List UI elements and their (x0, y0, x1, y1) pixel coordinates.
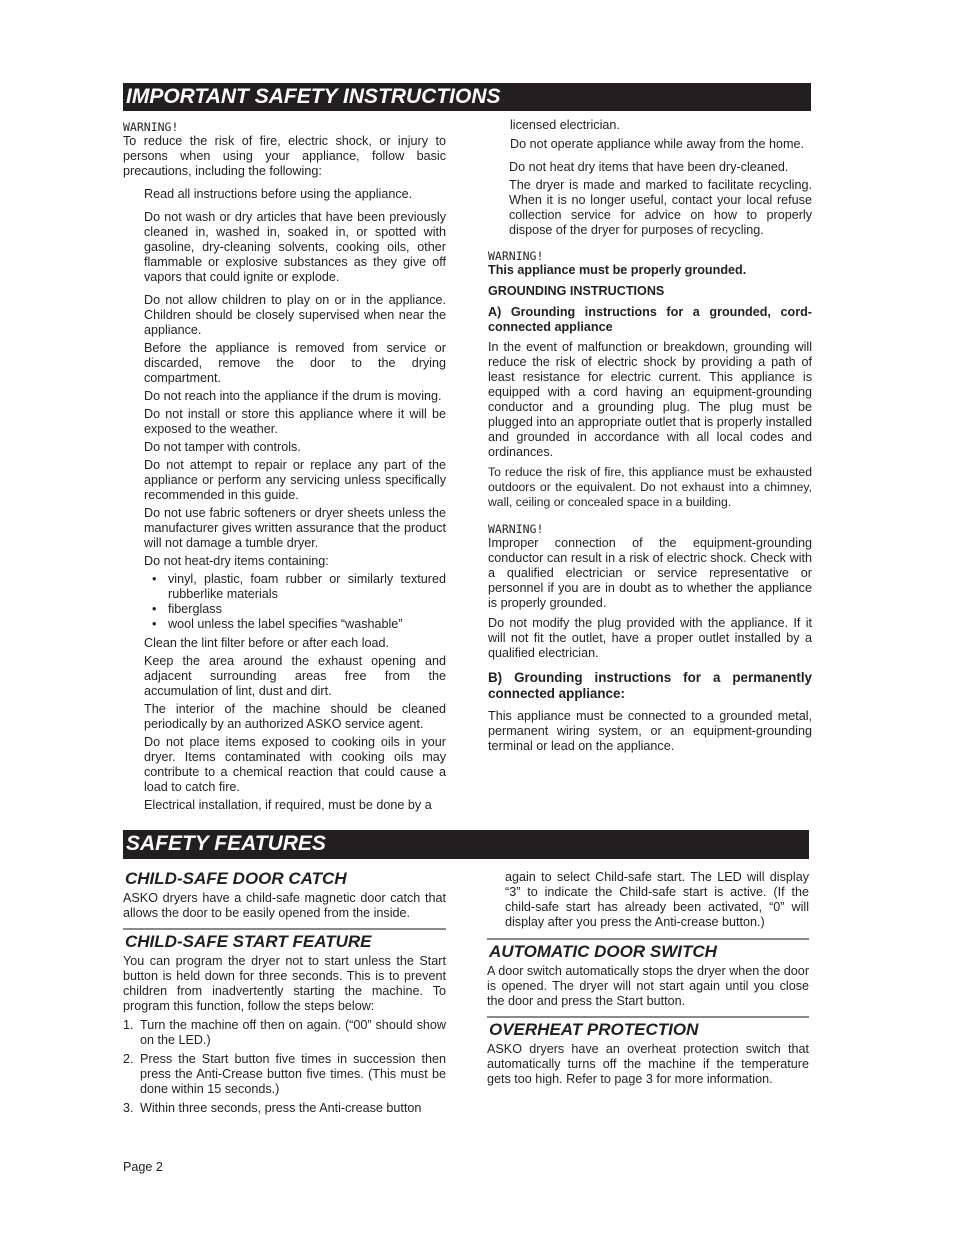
section-divider (123, 928, 446, 930)
door-switch-heading: AUTOMATIC DOOR SWITCH (489, 942, 717, 961)
step-item (123, 1101, 446, 1116)
bullet-item: • wool unless the label specifies “washable” (144, 617, 446, 632)
step-text: Press the Start button five times in succession then press the Anti-Crease button five times. (This must be done within 15 seconds.) (140, 1052, 446, 1096)
door-catch-text: ASKO dryers have a child-safe magnetic door catch that allows the door to be easily opened from the inside. (123, 891, 446, 920)
warning-label: WARNING! (488, 249, 544, 263)
instruction-item: Keep the area around the exhaust opening and adjacent surrounding areas free from the accumulation of lint, dust and dirt. (144, 654, 446, 698)
instruction-item: Do not place items exposed to cooking oils in your dryer. Items contaminated with cooking oils may contribute to a chemical reaction that could cause a load to catch fire. (144, 735, 446, 794)
instruction-item: Do not install or store this appliance where it will be exposed to the weather. (144, 407, 446, 436)
improper-connection-text: Improper connection of the equipment-grounding conductor can result in a risk of electric shock. Check with a qualified electrician or service representative or personnel if you are in doubt as to whether the appliance is properly grounded. (488, 536, 812, 610)
section-title: SAFETY FEATURES (126, 832, 326, 855)
intro-text: To reduce the risk of fire, electric shock, or injury to persons when using your appliance, follow basic precautions, including the following: (123, 134, 446, 178)
section-banner-safety-features (123, 830, 809, 859)
instruction-item: licensed electrician. (510, 118, 620, 132)
right-column-features (487, 870, 809, 1087)
step-number: 2. (123, 1052, 134, 1066)
section-divider (487, 938, 809, 940)
instruction-item: Do not heat-dry items containing: (144, 554, 329, 568)
bullet-item: • vinyl, plastic, foam rubber or similarly textured rubberlike materials (144, 572, 446, 602)
step-item (123, 1018, 446, 1048)
section-banner-safety-instructions (123, 83, 811, 111)
start-feature-steps (123, 1018, 446, 1116)
grounding-a-heading: A) Grounding instructions for a grounded, cord-connected appliance (488, 305, 812, 334)
grounding-b-text: This appliance must be connected to a grounded metal, permanent wiring system, or an equipment-grounding terminal or lead on the appliance. (488, 709, 812, 753)
warning-label: WARNING! (123, 120, 179, 134)
instruction-item: The dryer is made and marked to facilitate recycling. When it is no longer useful, contact your local refuse collection service for advice on how to properly dispose of the dryer for purposes of recycling. (509, 178, 812, 237)
grounding-a-text: In the event of malfunction or breakdown, grounding will reduce the risk of electric shock by providing a path of least resistance for electric current. This appliance is equipped with a cord having an equipment-grounding conductor and a grounding plug. The plug must be plugged into an appropriate outlet that is properly installed and grounded in accordance with all local codes and ordinances. (488, 340, 812, 459)
instruction-item: Do not heat dry items that have been dry-cleaned. (509, 160, 789, 174)
overheat-text: ASKO dryers have an overheat protection switch that automatically turns off the machine if the temperature gets too high. Refer to page 3 for more information. (487, 1042, 809, 1086)
instruction-item: Read all instructions before using the appliance. (144, 187, 413, 201)
instruction-item: Do not reach into the appliance if the drum is moving. (144, 389, 442, 403)
instruction-item: Do not attempt to repair or replace any part of the appliance or perform any servicing unless specifically recommended in this guide. (144, 458, 446, 502)
grounded-note: This appliance must be properly grounded. (488, 263, 747, 277)
left-column-features (123, 869, 446, 1116)
start-feature-heading: CHILD-SAFE START FEATURE (125, 932, 372, 951)
step-text: Turn the machine off then on again. (“00” should show on the LED.) (140, 1018, 446, 1047)
door-switch-text: A door switch automatically stops the dryer when the door is opened. The dryer will not start again until you close the door and press the Start button. (487, 964, 810, 1008)
instruction-item: Electrical installation, if required, must be done by a (144, 798, 432, 812)
exhaust-text: To reduce the risk of fire, this appliance must be exhausted outdoors or the equivalent. Do not exhaust into a chimney, wall, ceiling or concealed space in a building. (488, 465, 812, 509)
warning-label: WARNING! (488, 522, 544, 536)
section-divider (487, 1016, 809, 1018)
instruction-item: Do not tamper with controls. (144, 440, 301, 454)
step-number: 1. (123, 1018, 134, 1032)
heat-dry-bullet-list (123, 572, 446, 632)
right-column-instructions (488, 118, 812, 754)
step-item (123, 1052, 446, 1097)
start-feature-text: You can program the dryer not to start unless the Start button is held down for three seconds. This is to prevent children from inadvertently starting the machine. To program this function, follow the steps below: (123, 954, 446, 1013)
instruction-item: Clean the lint filter before or after each load. (144, 636, 390, 650)
bullet-item: • fiberglass (144, 602, 446, 617)
instruction-item: The interior of the machine should be cleaned periodically by an authorized ASKO service agent. (144, 702, 446, 731)
step-number: 3. (123, 1101, 134, 1115)
grounding-heading: GROUNDING INSTRUCTIONS (488, 284, 665, 298)
start-feature-continued: again to select Child-safe start. The LED will display “3” to indicate the Child-safe start is active. (If the child-safe start has already been activated, “0” will display after you press the Anti-crease button.) (505, 870, 809, 929)
grounding-b-heading: B) Grounding instructions for a permanently connected appliance: (488, 670, 812, 701)
instruction-item: Do not use fabric softeners or dryer sheets unless the manufacturer gives written assurance that the product will not damage a tumble dryer. (144, 506, 446, 550)
plug-text: Do not modify the plug provided with the appliance. If it will not fit the outlet, have a proper outlet installed by a qualified electrician. (488, 616, 812, 660)
instruction-item: Do not operate appliance while away from the home. (510, 137, 805, 151)
instruction-item: Do not allow children to play on or in the appliance. Children should be closely supervised when near the appliance. (144, 293, 446, 337)
instruction-item: Do not wash or dry articles that have been previously cleaned in, washed in, soaked in, or spotted with gasoline, dry-cleaning solvents, cooking oils, other flammable or explosive substances as they give off vapors that could ignite or explode. (144, 210, 446, 284)
section-title: IMPORTANT SAFETY INSTRUCTIONS (126, 85, 501, 108)
step-text: Within three seconds, press the Anti-crease button (140, 1101, 422, 1115)
page-number: Page 2 (123, 1160, 163, 1174)
overheat-heading: OVERHEAT PROTECTION (489, 1020, 699, 1039)
instruction-item: Before the appliance is removed from service or discarded, remove the door to the drying compartment. (144, 341, 446, 385)
left-column-instructions (123, 120, 446, 813)
door-catch-heading: CHILD-SAFE DOOR CATCH (125, 869, 347, 888)
